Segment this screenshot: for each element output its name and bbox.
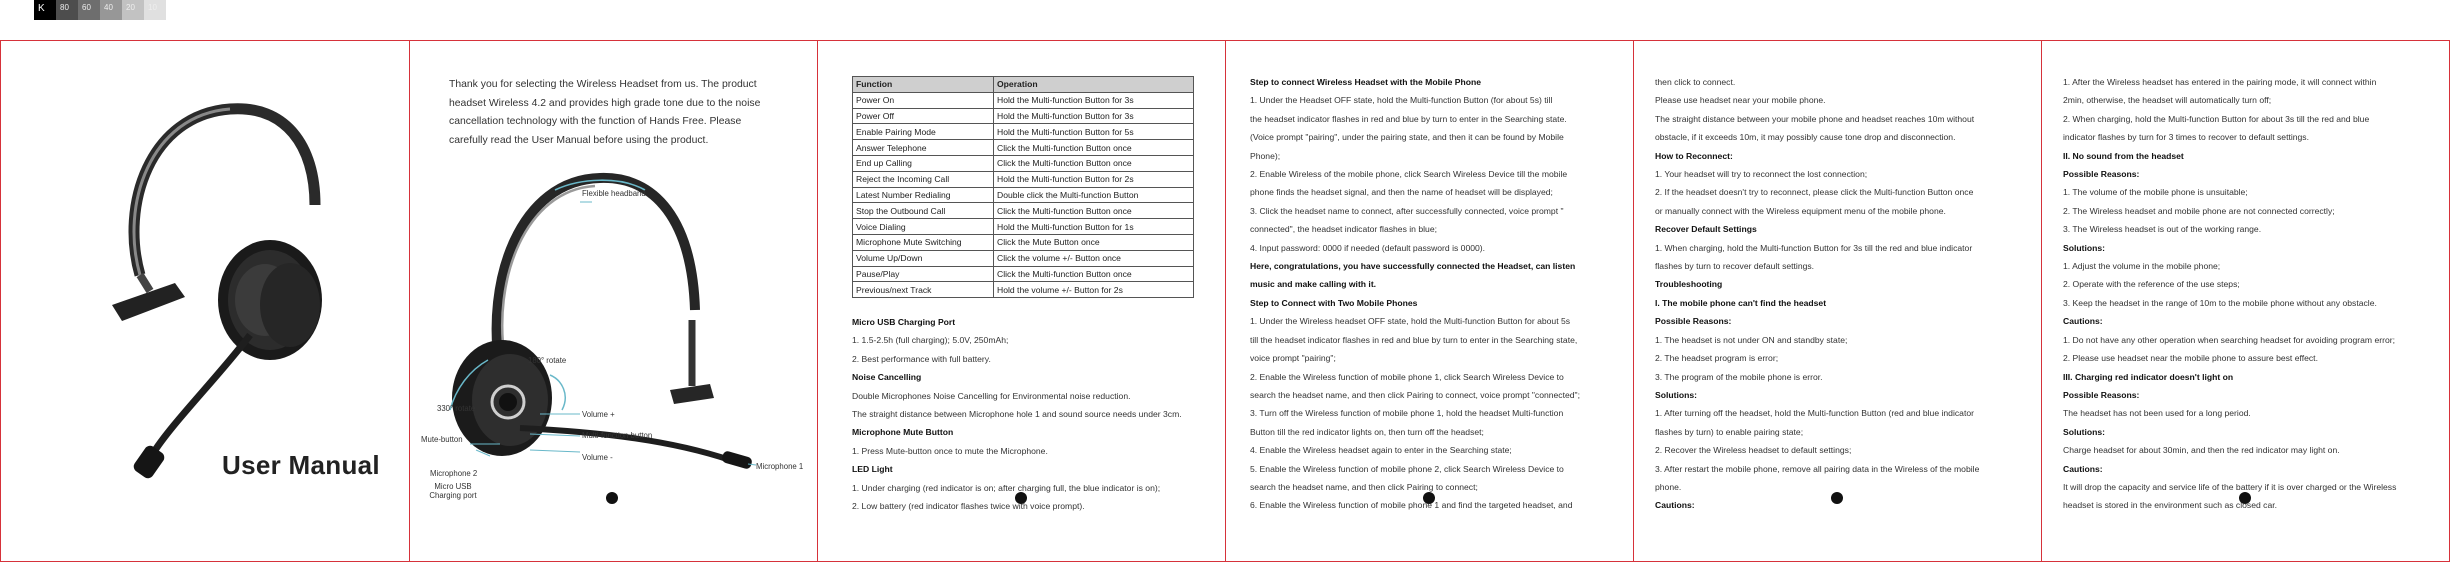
text-line: 2min, otherwise, the headset will automatically turn off; — [2063, 95, 2272, 106]
operation-cell: Click the Multi-function Button once — [994, 266, 1194, 282]
text-line: phone. — [1655, 481, 1682, 492]
section-heading: Solutions: — [2063, 242, 2106, 253]
text-line: the headset indicator flashes in red and blue by turn to enter in the Searching state. — [1250, 113, 1567, 124]
text-line: Charge headset for about 30min, and then the red indicator may light on. — [2063, 445, 2340, 456]
section-heading: Step to connect Wireless Headset with the Mobile Phone — [1250, 77, 1482, 87]
section-heading: Solutions: — [2063, 426, 2106, 437]
function-cell: Reject the Incoming Call — [853, 171, 994, 187]
headset-diagram — [430, 160, 810, 500]
text-line: The straight distance between Microphone hole 1 and sound source needs under 3cm. — [852, 409, 1182, 420]
section-heading: Cautions: — [2063, 463, 2103, 474]
text-line: 2. Operate with the reference of the use steps; — [2063, 279, 2240, 290]
operations-table — [852, 76, 1194, 298]
text-line: obstacle, if it exceeds 10m, it may possibly cause tone drop and disconnection. — [1655, 132, 1956, 143]
section-heading: Microphone Mute Button — [852, 427, 954, 438]
text-line: 1. Press Mute-button once to mute the Microphone. — [852, 445, 1048, 456]
panel-divider — [2041, 40, 2042, 562]
text-line: 2. Best performance with full battery. — [852, 353, 991, 364]
table-row — [853, 250, 1194, 266]
operation-cell: Click the Multi-function Button once — [994, 140, 1194, 156]
operation-cell: Click the Multi-function Button once — [994, 203, 1194, 219]
text-line: 1. Adjust the volume in the mobile phone; — [2063, 261, 2221, 272]
troubleshooting-continued — [2063, 73, 2396, 515]
text-line: search the headset name, and then click Pairing to connect, voice prompt "connected"; — [1250, 389, 1580, 400]
function-cell: Power On — [853, 92, 994, 108]
text-line: flashes by turn) to enable pairing state; — [1655, 426, 1804, 437]
section-heading: Step to Connect with Two Mobile Phones — [1250, 297, 1418, 308]
section-heading: Cautions: — [1655, 500, 1695, 511]
text-line: phone finds the headset signal, and then the name of headset will be displayed; — [1250, 187, 1553, 198]
connection-steps — [1250, 73, 1580, 515]
table-row — [853, 266, 1194, 282]
function-cell: Answer Telephone — [853, 140, 994, 156]
calibration-swatch: 80 — [56, 0, 78, 20]
text-line: The straight distance between your mobile phone and headset reaches 10m without — [1655, 113, 1975, 124]
table-row — [853, 155, 1194, 171]
table-row — [853, 282, 1194, 298]
section-heading: Noise Cancelling — [852, 372, 922, 383]
function-cell: Stop the Outbound Call — [853, 203, 994, 219]
text-line: 1. After the Wireless headset has entered in the pairing mode, it will connect within — [2063, 77, 2377, 87]
color-calibration-strip — [34, 0, 166, 20]
function-cell: Voice Dialing — [853, 219, 994, 235]
text-line: or manually connect with the Wireless equipment menu of the mobile phone. — [1655, 205, 1946, 216]
manual-title: User Manual — [222, 450, 380, 480]
headset-product-image — [100, 95, 360, 495]
text-line: 2. Enable Wireless of the mobile phone, click Search Wireless Device till the mobile — [1250, 169, 1568, 180]
text-line: Double Microphones Noise Cancelling for Environmental noise reduction. — [852, 390, 1131, 401]
text-line: 2. The Wireless headset and mobile phone are not connected correctly; — [2063, 205, 2335, 216]
hardware-notes — [852, 313, 1182, 515]
text-line: till the headset indicator flashes in red and blue by turn to enter in the Searching state, — [1250, 334, 1578, 345]
section-heading: Here, congratulations, you have successfully connected the Headset, can listen — [1250, 261, 1576, 272]
panel-divider — [1225, 40, 1226, 562]
table-header-row — [853, 77, 1194, 93]
section-heading: Recover Default Settings — [1655, 224, 1757, 235]
operation-cell: Click the volume +/- Button once — [994, 250, 1194, 266]
operation-cell: Hold the Multi-function Button for 1s — [994, 219, 1194, 235]
text-line: 3. Turn off the Wireless function of mobile phone 1, hold the headset Multi-function — [1250, 408, 1564, 419]
label-microphone-2: Microphone 2 — [430, 469, 478, 478]
operation-cell: Click the Mute Button once — [994, 234, 1194, 250]
text-line: Button till the red indicator lights on, then turn off the headset; — [1250, 426, 1484, 437]
text-line: flashes by turn to recover default settings. — [1655, 261, 1815, 272]
section-heading: Troubleshooting — [1655, 279, 1723, 290]
label-microphone-1: Microphone 1 — [756, 462, 804, 471]
table-row — [853, 187, 1194, 203]
intro-line: carefully read the User Manual before using the product. — [449, 134, 709, 146]
column-header-function: Function — [853, 77, 994, 93]
panel-divider — [409, 40, 410, 562]
text-line: search the headset name, and then click Pairing to connect; — [1250, 481, 1478, 492]
intro-paragraph — [449, 76, 789, 150]
text-line: The headset has not been used for a long period. — [2063, 408, 2251, 419]
operation-cell: Hold the volume +/- Button for 2s — [994, 282, 1194, 298]
text-line: Phone); — [1250, 150, 1281, 161]
function-cell: Microphone Mute Switching — [853, 234, 994, 250]
intro-line: headset Wireless 4.2 and provides high grade tone due to the noise — [449, 97, 761, 109]
section-heading: Cautions: — [2063, 316, 2103, 327]
label-volume-minus: Volume - — [582, 453, 613, 462]
operation-cell: Hold the Multi-function Button for 2s — [994, 171, 1194, 187]
section-heading: Solutions: — [1655, 389, 1698, 400]
text-line: connected", the headset indicator flashes in blue; — [1250, 224, 1437, 235]
section-heading: III. Charging red indicator doesn't light on — [2063, 371, 2234, 382]
panel-divider — [817, 40, 818, 562]
text-line: 1. Your headset will try to reconnect the lost connection; — [1655, 169, 1868, 180]
label-volume-plus: Volume + — [582, 410, 615, 419]
column-header-operation: Operation — [994, 77, 1194, 93]
text-line: It will drop the capacity and service life of the battery if it is over charged or the Wireless — [2063, 481, 2397, 492]
text-line: Please use headset near your mobile phone. — [1655, 95, 1826, 106]
function-cell: Latest Number Redialing — [853, 187, 994, 203]
text-line: 4. Input password: 0000 if needed (default password is 0000). — [1250, 242, 1486, 253]
intro-line: cancellation technology with the function of Hands Free. Please — [449, 116, 742, 127]
section-heading: Possible Reasons: — [1655, 316, 1732, 327]
text-line: 3. The program of the mobile phone is error. — [1655, 371, 1823, 382]
text-line: 1. 1.5-2.5h (full charging); 5.0V, 250mAh; — [852, 335, 1009, 346]
text-line: (Voice prompt "pairing", under the pairing state, and then it can be found by Mobile — [1250, 132, 1564, 143]
text-line: 1. The headset is not under ON and standby state; — [1655, 334, 1848, 345]
label-micro-usb: Micro USB Charging port — [429, 482, 477, 500]
label-flexible-headband: Flexible headband — [582, 189, 646, 198]
table-row — [853, 219, 1194, 235]
section-heading: Possible Reasons: — [2063, 389, 2140, 400]
text-line: 2. Enable the Wireless function of mobile phone 1, click Search Wireless Device to — [1250, 371, 1564, 382]
text-line: 1. Under the Headset OFF state, hold the Multi-function Button (for about 5s) till — [1250, 95, 1553, 106]
text-line: 1. Do not have any other operation when searching headset for avoiding program error; — [2063, 334, 2396, 345]
function-cell: Previous/next Track — [853, 282, 994, 298]
table-row — [853, 92, 1194, 108]
operation-cell: Click the Multi-function Button once — [994, 155, 1194, 171]
table-row — [853, 108, 1194, 124]
text-line: 1. When charging, hold the Multi-function Button for 3s till the red and blue indicator — [1655, 242, 1973, 253]
text-line: 1. The volume of the mobile phone is unsuitable; — [2063, 187, 2248, 198]
section-heading: II. No sound from the headset — [2063, 150, 2184, 161]
calibration-swatch: 10 — [144, 0, 166, 20]
text-line: 3. After restart the mobile phone, remove all pairing data in the Wireless of the mobile — [1655, 463, 1980, 474]
label-rotate-330: 330° rotate — [437, 404, 476, 413]
text-line: 2. When charging, hold the Multi-function Button for about 3s till the red and blue — [2063, 113, 2370, 124]
section-heading: LED Light — [852, 464, 893, 475]
table-row — [853, 171, 1194, 187]
function-cell: Enable Pairing Mode — [853, 124, 994, 140]
text-line: 5. Enable the Wireless function of mobile phone 2, click Search Wireless Device to — [1250, 463, 1564, 474]
function-cell: End up Calling — [853, 155, 994, 171]
text-line: 2. Low battery (red indicator flashes twice with voice prompt). — [852, 501, 1085, 512]
text-line: 2. The headset program is error; — [1655, 353, 1779, 364]
calibration-swatch: K — [34, 0, 56, 20]
text-line: then click to connect. — [1655, 77, 1736, 87]
label-mute-button: Mute-button — [421, 435, 463, 444]
text-line: indicator flashes by turn for 3 times to recover to default settings. — [2063, 132, 2309, 143]
label-multifunction-button: Multi-function button — [582, 431, 653, 440]
intro-line: Thank you for selecting the Wireless Headset from us. The product — [449, 79, 757, 90]
reconnect-troubleshooting — [1655, 73, 1979, 515]
text-line: 3. Keep the headset in the range of 10m to the mobile phone without any obstacle. — [2063, 297, 2377, 308]
calibration-swatch: 40 — [100, 0, 122, 20]
text-line: 2. If the headset doesn't try to reconnect, please click the Multi-function Button once — [1655, 187, 1974, 198]
section-heading: Micro USB Charging Port — [852, 317, 956, 327]
function-cell: Pause/Play — [853, 266, 994, 282]
text-line: 6. Enable the Wireless function of mobile phone 1 and find the targeted headset, and — [1250, 500, 1573, 511]
label-rotate-180: 180° rotate — [528, 356, 567, 365]
section-heading: How to Reconnect: — [1655, 150, 1733, 161]
section-heading: Possible Reasons: — [2063, 169, 2140, 180]
text-line: 1. Under charging (red indicator is on; after charging full, the blue indicator is on); — [852, 482, 1161, 493]
function-cell: Volume Up/Down — [853, 250, 994, 266]
table-row — [853, 140, 1194, 156]
panel-divider — [1633, 40, 1634, 562]
operation-cell: Hold the Multi-function Button for 5s — [994, 124, 1194, 140]
table-row — [853, 203, 1194, 219]
operation-cell: Double click the Multi-function Button — [994, 187, 1194, 203]
text-line: voice prompt "pairing"; — [1250, 353, 1336, 364]
function-cell: Power Off — [853, 108, 994, 124]
text-line: 4. Enable the Wireless headset again to enter in the Searching state; — [1250, 445, 1512, 456]
text-line: 2. Please use headset near the mobile phone to assure best effect. — [2063, 353, 2318, 364]
calibration-swatch: 60 — [78, 0, 100, 20]
calibration-swatch: 20 — [122, 0, 144, 20]
text-line: 1. After turning off the headset, hold the Multi-function Button (red and blue indicator — [1655, 408, 1974, 419]
text-line: 3. The Wireless headset is out of the working range. — [2063, 224, 2262, 235]
operation-cell: Hold the Multi-function Button for 3s — [994, 92, 1194, 108]
text-line: 2. Recover the Wireless headset to default settings; — [1655, 445, 1852, 456]
section-heading: music and make calling with it. — [1250, 279, 1377, 290]
text-line: headset is stored in the environment such as closed car. — [2063, 500, 2278, 511]
operation-cell: Hold the Multi-function Button for 3s — [994, 108, 1194, 124]
table-row — [853, 234, 1194, 250]
text-line: 1. Under the Wireless headset OFF state, hold the Multi-function Button for about 5s — [1250, 316, 1571, 327]
section-heading: I. The mobile phone can't find the headset — [1655, 297, 1827, 308]
table-row — [853, 124, 1194, 140]
text-line: 3. Click the headset name to connect, after successfully connected, voice prompt " — [1250, 205, 1564, 216]
